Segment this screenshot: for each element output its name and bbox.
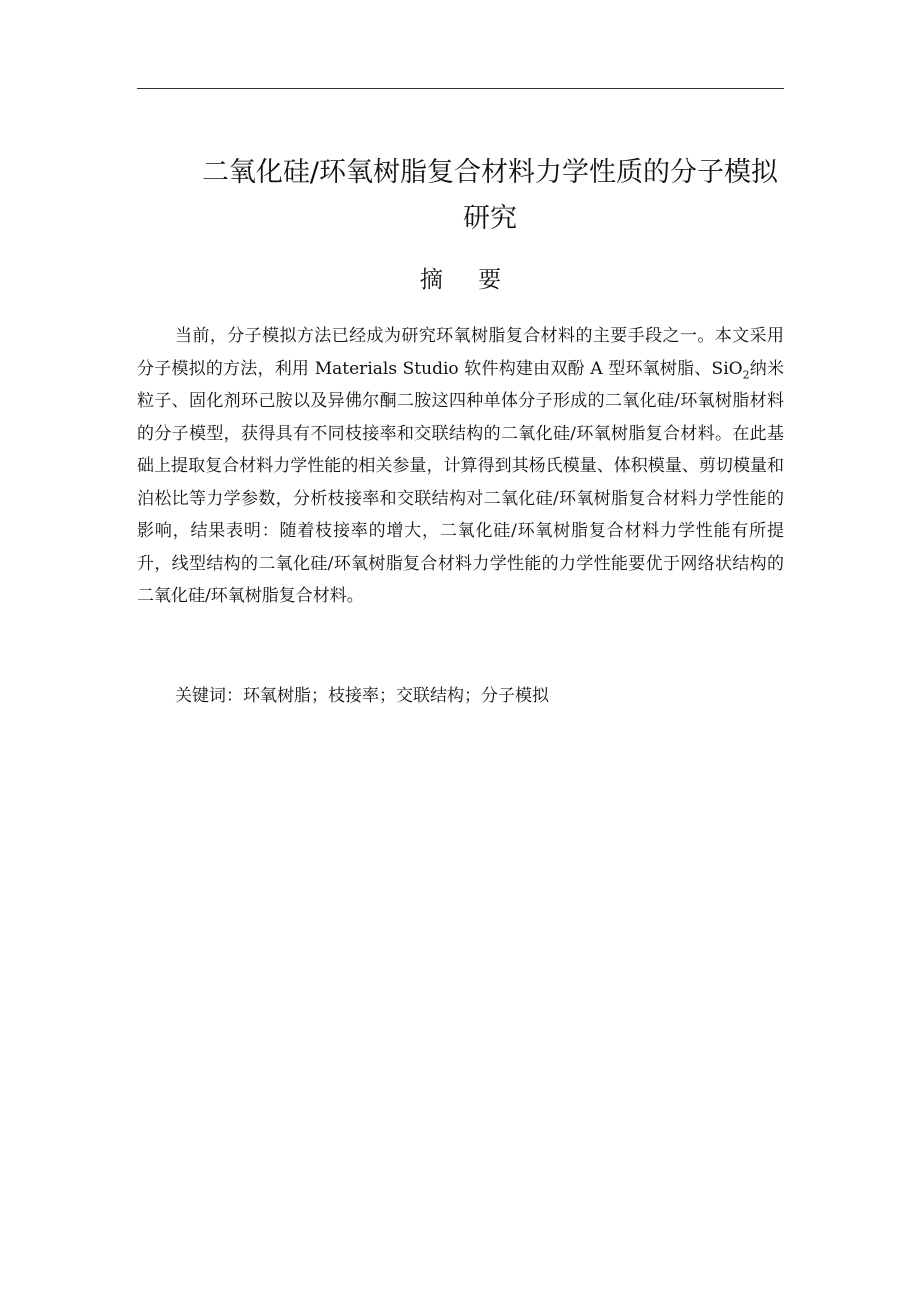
abstract-paragraph [137, 320, 784, 613]
keywords-line: 关键词：环氧树脂；枝接率；交联结构；分子模拟 [175, 686, 549, 706]
header-rule [137, 88, 784, 89]
abstract-text-part2: 纳米粒子、固化剂环己胺以及异佛尔酮二胺这四种单体分子形成的二氧化硅/环氧树脂材料的分子模型，获得具有不同枝接率和交联结构的二氧化硅/环氧树脂复合材料。在此基础上提取复合材料力学性能的相关参量，计算得到其杨氏模量、体积模量、剪切模量和泊松比等力学参数，分析枝接率和交联结构对二氧化硅/环氧树脂复合材料力学性能的影响，结果表明：随着枝接率的增大，二氧化硅/环氧树脂复合材料力学性能有所提升，线型结构的二氧化硅/环氧树脂复合材料力学性能的力学性能要优于网络状结构的二氧化硅/环氧树脂复合材料。 [137, 358, 785, 606]
abstract-subscript: 2 [742, 367, 750, 381]
abstract-text-part1: 当前，分子模拟方法已经成为研究环氧树脂复合材料的主要手段之一。本文采用分子模拟的方法，利用 Materials Studio 软件构建由双酚 A 型环氧树脂、SiO [137, 326, 784, 379]
document-title: 二氧化硅/环氧树脂复合材料力学性质的分子模拟研究 [201, 157, 779, 234]
abstract-heading: 摘 要 [419, 267, 516, 293]
